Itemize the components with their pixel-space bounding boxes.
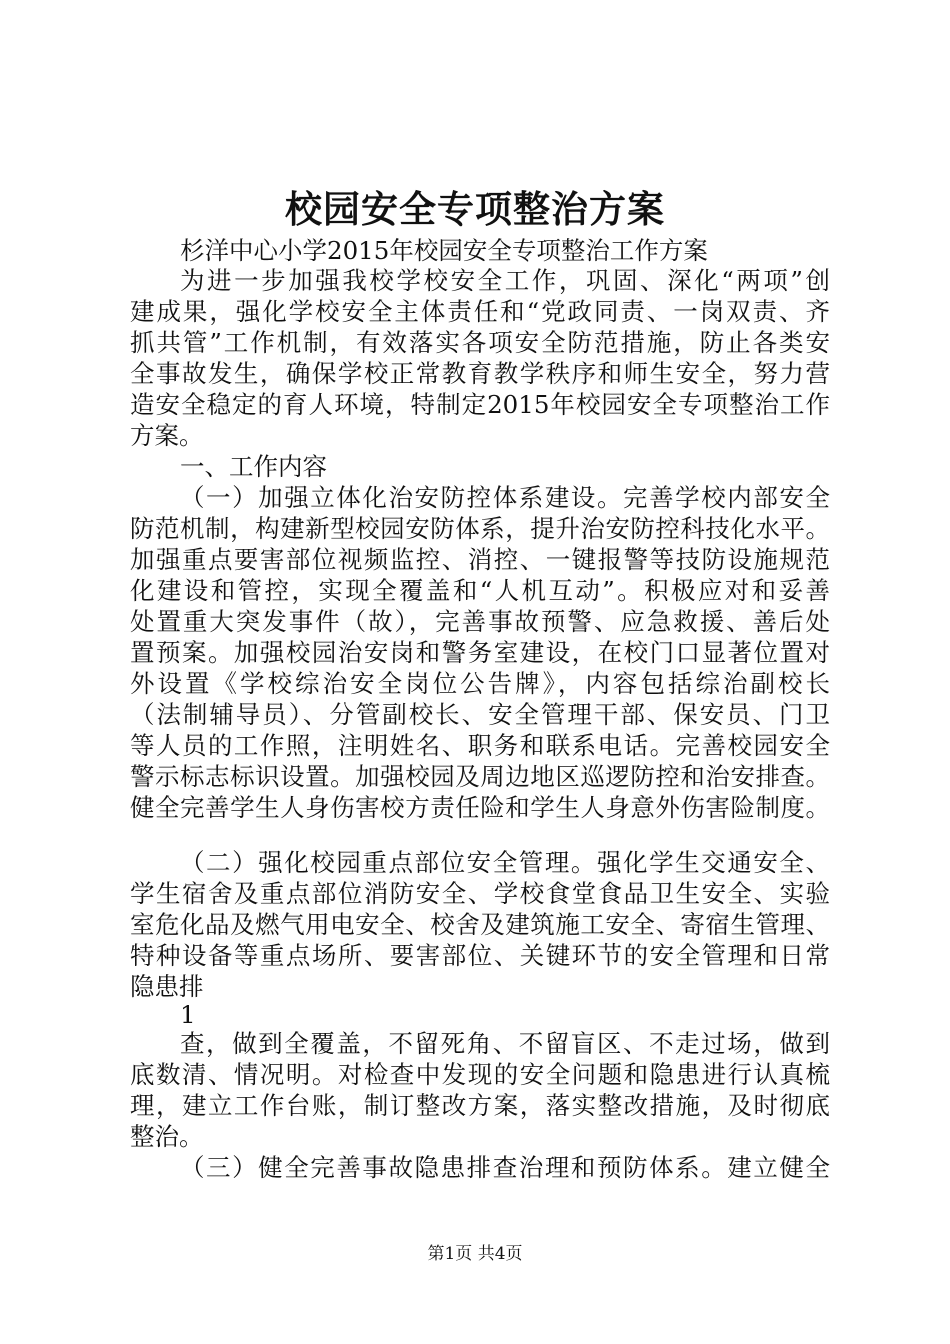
paragraph-line: 建成果，强化学校安全主体责任和“党政同责、一岗双责、齐 [130, 297, 830, 326]
paragraph-line: 学生宿舍及重点部位消防安全、学校食堂食品卫生安全、实验 [130, 879, 830, 908]
paragraph-line: 查，做到全覆盖，不留死角、不留盲区、不走过场，做到 [180, 1029, 830, 1058]
paragraph-line: 置预案。加强校园治安岗和警务室建设，在校门口显著位置对 [130, 638, 830, 667]
page-footer: 第1页 共4页 [427, 1244, 523, 1264]
paragraph-line: 隐患排 [130, 972, 204, 1001]
paragraph-line: （二）强化校园重点部位安全管理。强化学生交通安全、 [180, 848, 830, 877]
paragraph-line: （三）健全完善事故隐患排查治理和预防体系。建立健全 [180, 1153, 830, 1182]
section-heading: 一、工作内容 [180, 452, 327, 481]
paragraph-line: 等人员的工作照，注明姓名、职务和联系电话。完善校园安全 [130, 731, 830, 760]
paragraph-line: 为进一步加强我校学校安全工作，巩固、深化“两项”创 [180, 266, 830, 295]
doc-subtitle-line: 杉洋中心小学2015年校园安全专项整治工作方案 [180, 236, 708, 265]
paragraph-line: （法制辅导员）、分管副校长、安全管理干部、保安员、门卫 [130, 700, 830, 729]
paragraph-line: 化建设和管控，实现全覆盖和“人机互动”。积极应对和妥善 [130, 576, 830, 605]
paragraph-line: 整治。 [130, 1122, 204, 1151]
paragraph-line: 抓共管”工作机制，有效落实各项安全防范措施，防止各类安 [130, 328, 830, 357]
paragraph-line: 室危化品及燃气用电安全、校舍及建筑施工安全、寄宿生管理、 [130, 910, 830, 939]
paragraph-line: 外设置《学校综治安全岗位公告牌》，内容包括综治副校长 [130, 669, 830, 698]
paragraph-line: （一）加强立体化治安防控体系建设。完善学校内部安全 [180, 483, 830, 512]
paragraph-line: 加强重点要害部位视频监控、消控、一键报警等技防设施规范 [130, 545, 830, 574]
paragraph-line: 健全完善学生人身伤害校方责任险和学生人身意外伤害险制度。 [130, 793, 830, 822]
paragraph-line: 特种设备等重点场所、要害部位、关键环节的安全管理和日常 [130, 941, 830, 970]
paragraph-line: 底数清、情况明。对检查中发现的安全问题和隐患进行认真梳 [130, 1060, 830, 1089]
paragraph-line: 处置重大突发事件（故），完善事故预警、应急救援、善后处 [130, 607, 830, 636]
inline-page-number: 1 [180, 1000, 196, 1029]
paragraph-line: 全事故发生，确保学校正常教育教学秩序和师生安全，努力营 [130, 359, 830, 388]
paragraph-line: 方案。 [130, 421, 204, 450]
paragraph-line: 造安全稳定的育人环境，特制定2015年校园安全专项整治工作 [130, 390, 830, 419]
paragraph-line: 理，建立工作台账，制订整改方案，落实整改措施，及时彻底 [130, 1091, 830, 1120]
paragraph-line: 防范机制，构建新型校园安防体系，提升治安防控科技化水平。 [130, 514, 830, 543]
paragraph-line: 警示标志标识设置。加强校园及周边地区巡逻防控和治安排查。 [130, 762, 830, 791]
document-title: 校园安全专项整治方案 [285, 187, 665, 231]
